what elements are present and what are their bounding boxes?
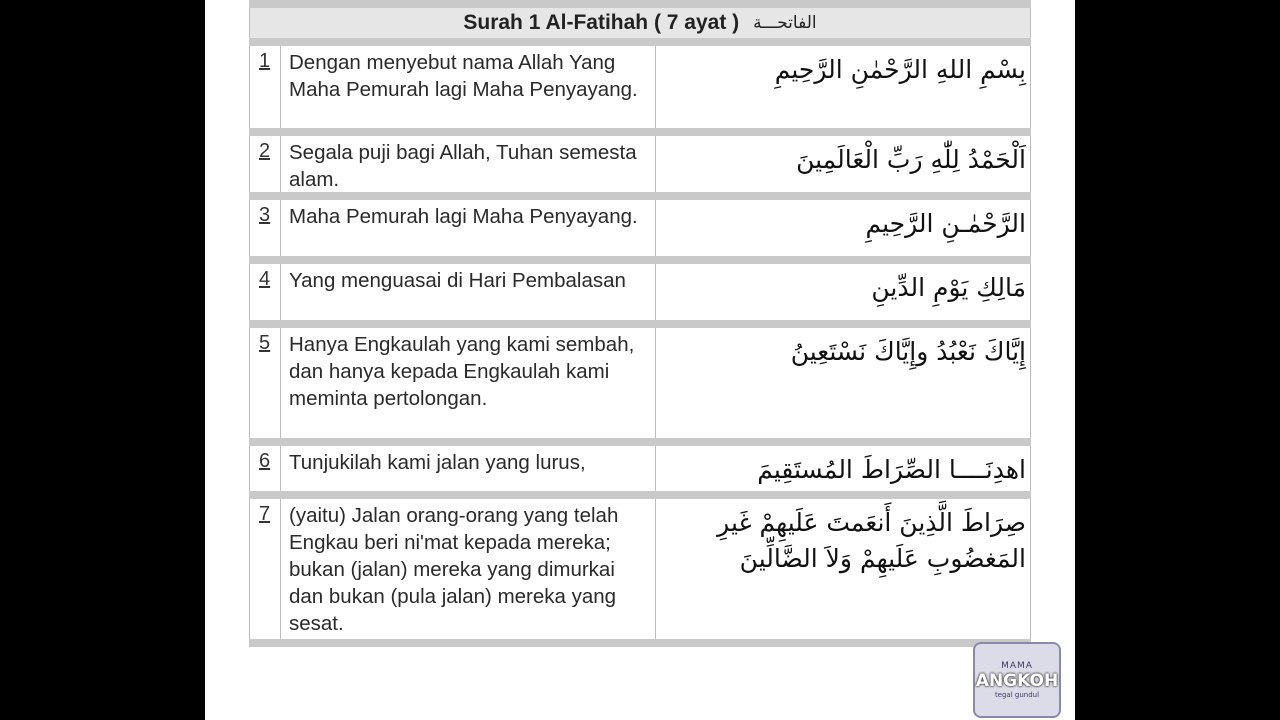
verse-arabic: إِيَّاكَ نَعْبُدُ وإِيَّاكَ نَسْتَعِينُ	[790, 337, 1026, 366]
verse-translation: Segala puji bagi Allah, Tuhan semesta alam.	[281, 136, 656, 192]
verse-row-3	[249, 200, 1031, 256]
row-separator	[249, 491, 1031, 499]
verse-translation: Maha Pemurah lagi Maha Penyayang.	[281, 200, 656, 256]
verse-number: 6	[250, 446, 281, 491]
verse-row-2	[249, 136, 1031, 192]
verse-row-5	[249, 328, 1031, 438]
verse-arabic: صِرَاطَ الَّذِينَ أَنعَمتَ عَلَيهِمْ غَيرِ المَغضُوبِ عَلَيهِمْ وَلاَ الضَّالِّينَ	[717, 508, 1026, 573]
verse-arabic: مَالِكِ يَوْمِ الدِّينِ	[871, 273, 1026, 302]
verse-translation: Dengan menyebut nama Allah Yang Maha Pemurah lagi Maha Penyayang.	[281, 46, 656, 128]
surah-title: Surah 1 Al-Fatihah ( 7 ayat )	[463, 11, 740, 34]
row-separator	[249, 256, 1031, 264]
surah-table	[249, 0, 1031, 647]
verse-number: 3	[250, 200, 281, 256]
row-separator	[249, 192, 1031, 200]
verse-arabic: بِسْمِ اللهِ الرَّحْمٰنِ الرَّحِيمِ	[774, 55, 1026, 84]
logo-line-1: MAMA	[1001, 661, 1033, 671]
row-separator	[249, 438, 1031, 446]
verse-number: 7	[250, 499, 281, 639]
verse-row-6	[249, 446, 1031, 491]
verse-row-7	[249, 499, 1031, 639]
verse-arabic: الرَّحْمٰـنِ الرَّحِيمِ	[865, 209, 1026, 238]
row-separator	[249, 639, 1031, 647]
document-page	[205, 0, 1075, 720]
verse-number: 2	[250, 136, 281, 192]
table-header	[249, 8, 1031, 38]
verse-number: 1	[250, 46, 281, 128]
verse-translation: (yaitu) Jalan orang-orang yang telah Engkau beri ni'mat kepada mereka; bukan (jalan) mereka yang dimurkai dan bukan (pula jalan) mereka yang sesat.	[281, 499, 656, 639]
verse-translation: Tunjukilah kami jalan yang lurus,	[281, 446, 656, 491]
verse-arabic: اهدِنَــــا الصِّرَاطَ المُستَقِيمَ	[757, 455, 1026, 484]
verse-translation: Yang menguasai di Hari Pembalasan	[281, 264, 656, 320]
row-separator	[249, 128, 1031, 136]
logo-line-3: tegal gundul	[994, 691, 1040, 699]
verse-number: 5	[250, 328, 281, 438]
verse-translation: Hanya Engkaulah yang kami sembah, dan hanya kepada Engkaulah kami meminta pertolongan.	[281, 328, 656, 438]
watermark-logo	[973, 642, 1061, 718]
row-separator	[249, 38, 1031, 46]
header-top-bar	[249, 0, 1031, 8]
row-separator	[249, 320, 1031, 328]
verse-arabic: اَلْحَمْدُ لِلّٰهِ رَبِّ الْعَالَمِينَ	[796, 145, 1026, 174]
verse-row-4	[249, 264, 1031, 320]
logo-line-2: ANGKOH	[975, 671, 1059, 691]
verse-row-1	[249, 46, 1031, 128]
surah-arabic-name: الفاتحـــة	[753, 13, 817, 33]
verse-number: 4	[250, 264, 281, 320]
